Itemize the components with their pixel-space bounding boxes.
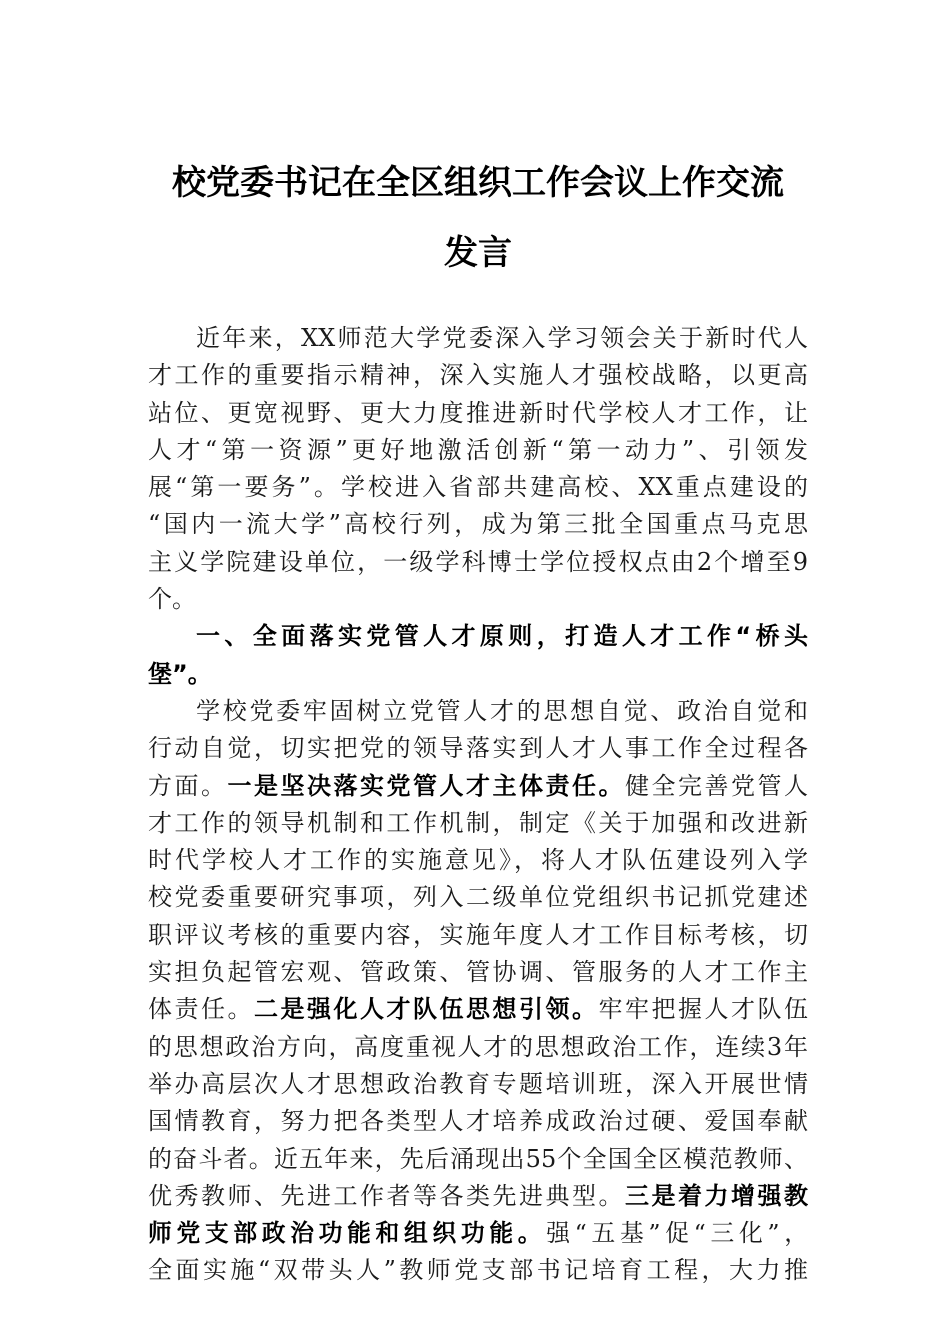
para2-text: 强“五基”促“三化”， <box>546 1219 808 1248</box>
emphasis-point-1: 一是坚决落实党管人才主体责任。 <box>227 771 625 800</box>
para2-line: 行动自觉，切实把党的领导落实到人才人事工作全过程各 <box>148 734 808 763</box>
section-heading-line: 一、全面落实党管人才原则，打造人才工作“桥头 <box>196 622 808 651</box>
para2-line: 国情教育，努力把各类型人才培养成政治过硬、爱国奉献 <box>148 1107 808 1136</box>
emphasis-point-3-end: 师党支部政治功能和组织功能。 <box>148 1219 547 1248</box>
para2-text: 牢牢把握人才队伍 <box>598 995 808 1024</box>
para1-line: 站位、更宽视野、更大力度推进新时代学校人才工作，让 <box>148 398 808 427</box>
para1-line: 人才“第一资源”更好地激活创新“第一动力”、引领发 <box>148 435 808 464</box>
para1-line: 近年来，XX师范大学党委深入学习领会关于新时代人 <box>196 324 808 352</box>
para2-text: 健全完善党管人 <box>625 771 808 800</box>
document-title-line-2: 发言 <box>444 233 512 273</box>
para2-line <box>148 991 808 1028</box>
para2-line: 举办高层次人才思想政治教育专题培训班，深入开展世情 <box>148 1069 808 1098</box>
para2-line: 职评议考核的重要内容，实施年度人才工作目标考核，切 <box>148 920 808 949</box>
para2-line: 的思想政治方向，高度重视人才的思想政治工作，连续3年 <box>148 1032 808 1061</box>
para2-line: 的奋斗者。近五年来，先后涌现出55个全国全区模范教师、 <box>148 1144 808 1173</box>
section-heading-line: 堡”。 <box>148 659 212 688</box>
para2-line: 全面实施“双带头人”教师党支部书记培育工程，大力推 <box>148 1256 808 1285</box>
para2-line: 学校党委牢固树立党管人才的思想自觉、政治自觉和 <box>196 696 808 725</box>
para2-line <box>148 1178 808 1215</box>
para2-line: 实担负起管宏观、管政策、管协调、管服务的人才工作主 <box>148 958 808 987</box>
para2-text: 优秀教师、先进工作者等各类先进典型。 <box>148 1181 625 1210</box>
document-body <box>148 320 808 1290</box>
para2-line <box>148 768 808 805</box>
para2-line: 校党委重要研究事项，列入二级单位党组织书记抓党建述 <box>148 883 808 912</box>
emphasis-point-2: 二是强化人才队伍思想引领。 <box>254 995 599 1024</box>
para2-text: 体责任。 <box>148 995 254 1024</box>
para2-line: 才工作的领导机制和工作机制，制定《关于加强和改进新 <box>148 808 808 837</box>
emphasis-point-3-start: 三是着力增强教 <box>625 1181 808 1210</box>
para1-line: “国内一流大学”高校行列，成为第三批全国重点马克思 <box>148 510 808 539</box>
para2-line <box>148 1215 808 1252</box>
para1-line: 展“第一要务”。学校进入省部共建高校、XX重点建设的 <box>148 473 808 502</box>
para1-line: 主义学院建设单位，一级学科博士学位授权点由2个增至9 <box>148 547 808 576</box>
para2-line: 时代学校人才工作的实施意见》，将人才队伍建设列入学 <box>148 846 808 875</box>
document-title-line-1: 校党委书记在全区组织工作会议上作交流 <box>172 163 784 203</box>
para1-line: 个。 <box>148 585 196 614</box>
para1-line: 才工作的重要指示精神，深入实施人才强校战略，以更高 <box>148 361 808 390</box>
para2-text: 方面。 <box>148 771 228 800</box>
